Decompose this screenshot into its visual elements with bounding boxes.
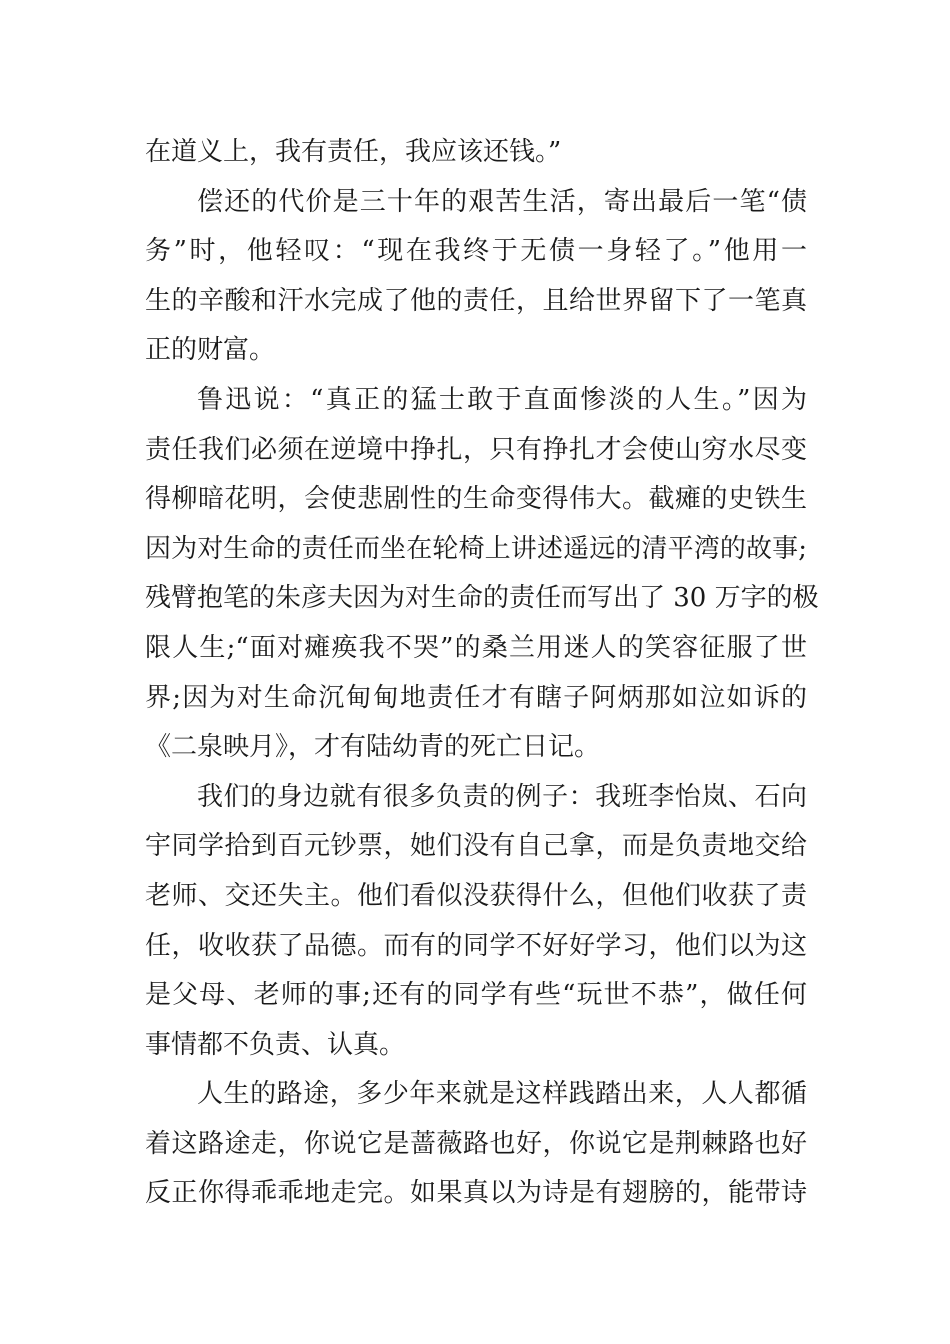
text-line: 务”时，他轻叹：“现在我终于无债一身轻了。”他用一 <box>145 236 807 267</box>
text-line: 责任我们必须在逆境中挣扎，只有挣扎才会使山穷水尽变 <box>145 434 807 465</box>
body-text <box>145 128 819 1219</box>
text-line: 着这路途走，你说它是蔷薇路也好，你说它是荆棘路也好 <box>145 1128 807 1159</box>
text-line: 人生的路途，多少年来就是这样践踏出来，人人都循 <box>197 1079 807 1110</box>
text-line: 鲁迅说：“真正的猛士敢于直面惨淡的人生。”因为 <box>197 384 807 415</box>
text-line: 偿还的代价是三十年的艰苦生活，寄出最后一笔“债 <box>197 186 807 217</box>
text-line: 正的财富。 <box>145 335 276 366</box>
text-line: 残臂抱笔的朱彦夫因为对生命的责任而写出了 30 万字的极 <box>145 583 819 614</box>
text-line: 事情都不负责、认真。 <box>145 1029 406 1060</box>
text-line: 老师、交还失主。他们看似没获得什么，但他们收获了责 <box>145 880 807 911</box>
text-line: 是父母、老师的事;还有的同学有些“玩世不恭”，做任何 <box>145 980 807 1011</box>
text-line: 因为对生命的责任而坐在轮椅上讲述遥远的清平湾的故事; <box>145 533 807 564</box>
text-line: 反正你得乖乖地走完。如果真以为诗是有翅膀的，能带诗 <box>145 1178 807 1209</box>
text-line: 得柳暗花明，会使悲剧性的生命变得伟大。截瘫的史铁生 <box>145 484 807 515</box>
text-line: 限人生;“面对瘫痪我不哭”的桑兰用迷人的笑容征服了世 <box>145 632 807 663</box>
text-line: 宇同学拾到百元钞票，她们没有自己拿，而是负责地交给 <box>145 831 807 862</box>
text-line: 生的辛酸和汗水完成了他的责任，且给世界留下了一笔真 <box>145 285 807 316</box>
text-line: 《二泉映月》，才有陆幼青的死亡日记。 <box>145 732 601 763</box>
text-line: 我们的身边就有很多负责的例子：我班李怡岚、石向 <box>197 781 807 812</box>
text-line: 界;因为对生命沉甸甸地责任才有瞎子阿炳那如泣如诉的 <box>145 682 807 713</box>
text-line: 任，收收获了品德。而有的同学不好好学习，他们以为这 <box>145 930 807 961</box>
text-line: 在道义上，我有责任，我应该还钱。” <box>145 137 562 167</box>
